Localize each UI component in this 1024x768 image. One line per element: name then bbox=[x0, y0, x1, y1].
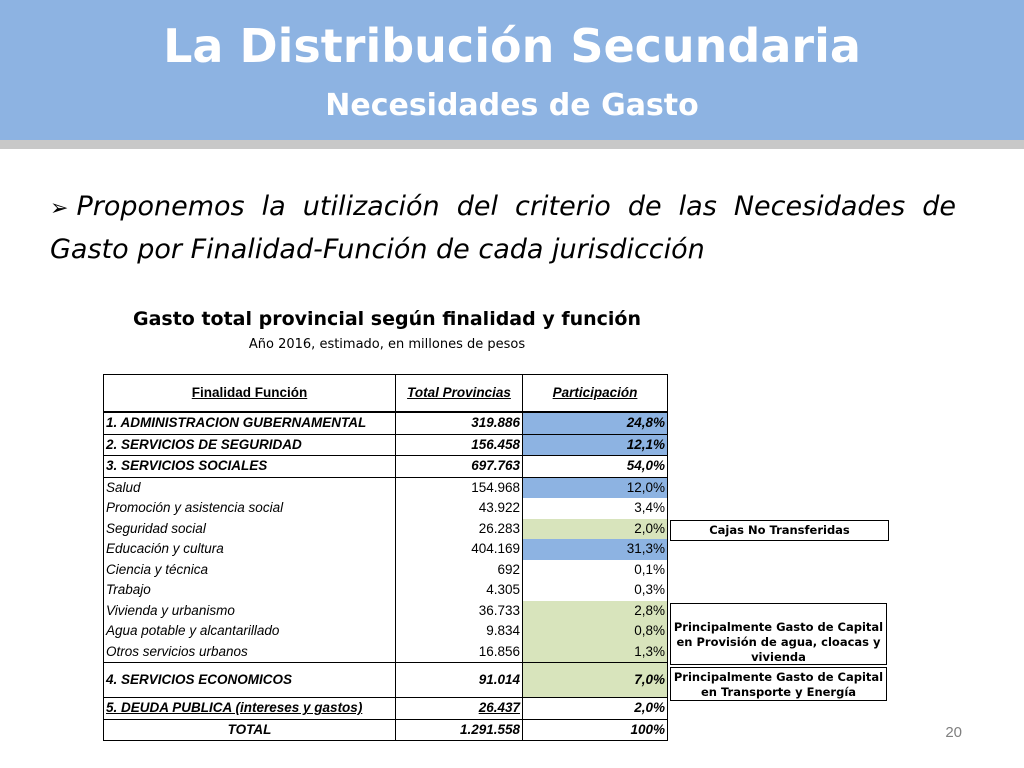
row-total: 26.437 bbox=[396, 698, 523, 720]
row-label: 4. SERVICIOS ECONOMICOS bbox=[104, 663, 396, 698]
row-label: Ciencia y técnica bbox=[104, 560, 396, 581]
row-label: TOTAL bbox=[104, 719, 396, 741]
slide-subtitle: Necesidades de Gasto bbox=[325, 88, 699, 123]
row-label: 5. DEUDA PUBLICA (intereses y gastos) bbox=[104, 698, 396, 720]
row-label: Otros servicios urbanos bbox=[104, 642, 396, 663]
row-share: 0,3% bbox=[523, 580, 668, 601]
bullet-paragraph bbox=[50, 186, 956, 270]
table-row bbox=[104, 519, 668, 540]
row-share: 3,4% bbox=[523, 498, 668, 519]
row-share: 0,8% bbox=[523, 621, 668, 642]
row-total: 697.763 bbox=[396, 456, 523, 478]
table-row bbox=[104, 642, 668, 663]
row-total: 16.856 bbox=[396, 642, 523, 663]
row-share: 7,0% bbox=[523, 663, 668, 698]
column-header-share: Participación bbox=[523, 375, 668, 413]
table-row bbox=[104, 560, 668, 581]
note-transporte: Principalmente Gasto de Capital en Transporte y Energía bbox=[670, 667, 887, 701]
expense-table bbox=[103, 374, 668, 741]
row-total: 154.968 bbox=[396, 477, 523, 498]
row-total: 26.283 bbox=[396, 519, 523, 540]
row-label: Agua potable y alcantarillado bbox=[104, 621, 396, 642]
row-label: Promoción y asistencia social bbox=[104, 498, 396, 519]
table-header-row bbox=[104, 375, 668, 413]
table-title: Gasto total provincial según finalidad y función bbox=[132, 308, 642, 330]
row-total: 4.305 bbox=[396, 580, 523, 601]
table-row bbox=[104, 456, 668, 478]
row-total: 36.733 bbox=[396, 601, 523, 622]
row-total: 43.922 bbox=[396, 498, 523, 519]
table-row bbox=[104, 663, 668, 698]
row-total: 404.169 bbox=[396, 539, 523, 560]
row-share: 24,8% bbox=[523, 412, 668, 434]
row-label: Salud bbox=[104, 477, 396, 498]
row-total: 91.014 bbox=[396, 663, 523, 698]
table-row bbox=[104, 698, 668, 720]
arrow-bullet-icon: ➢ bbox=[50, 196, 69, 221]
row-label: Trabajo bbox=[104, 580, 396, 601]
row-label: 3. SERVICIOS SOCIALES bbox=[104, 456, 396, 478]
row-label: 1. ADMINISTRACION GUBERNAMENTAL bbox=[104, 412, 396, 434]
row-label: Vivienda y urbanismo bbox=[104, 601, 396, 622]
row-share: 2,0% bbox=[523, 519, 668, 540]
row-label: Educación y cultura bbox=[104, 539, 396, 560]
row-label: 2. SERVICIOS DE SEGURIDAD bbox=[104, 434, 396, 456]
page-number: 20 bbox=[945, 724, 962, 741]
row-share: 0,1% bbox=[523, 560, 668, 581]
row-total: 156.458 bbox=[396, 434, 523, 456]
note-agua: Principalmente Gasto de Capital en Provisión de agua, cloacas y vivienda bbox=[670, 603, 887, 665]
row-total: 9.834 bbox=[396, 621, 523, 642]
table-row bbox=[104, 412, 668, 434]
row-label: Seguridad social bbox=[104, 519, 396, 540]
row-share: 100% bbox=[523, 719, 668, 741]
table-row bbox=[104, 621, 668, 642]
note-cajas: Cajas No Transferidas bbox=[670, 520, 889, 541]
slide-title: La Distribución Secundaria bbox=[163, 19, 861, 73]
row-total: 319.886 bbox=[396, 412, 523, 434]
row-share: 2,0% bbox=[523, 698, 668, 720]
row-share: 31,3% bbox=[523, 539, 668, 560]
table-row bbox=[104, 539, 668, 560]
column-header-total: Total Provincias bbox=[396, 375, 523, 413]
table-row bbox=[104, 477, 668, 498]
table-total-row bbox=[104, 719, 668, 741]
banner-divider bbox=[0, 140, 1024, 149]
row-total: 692 bbox=[396, 560, 523, 581]
table-row bbox=[104, 601, 668, 622]
bullet-text: Proponemos la utilización del criterio de las Necesidades de Gasto por Finalidad-Función de cada jurisdicción bbox=[50, 191, 956, 265]
table-subtitle: Año 2016, estimado, en millones de pesos bbox=[248, 337, 526, 352]
table-row bbox=[104, 498, 668, 519]
row-share: 12,1% bbox=[523, 434, 668, 456]
column-header-function: Finalidad Función bbox=[104, 375, 396, 413]
row-share: 54,0% bbox=[523, 456, 668, 478]
row-share: 1,3% bbox=[523, 642, 668, 663]
table-row bbox=[104, 580, 668, 601]
table-row bbox=[104, 434, 668, 456]
row-total: 1.291.558 bbox=[396, 719, 523, 741]
row-share: 2,8% bbox=[523, 601, 668, 622]
row-share: 12,0% bbox=[523, 477, 668, 498]
